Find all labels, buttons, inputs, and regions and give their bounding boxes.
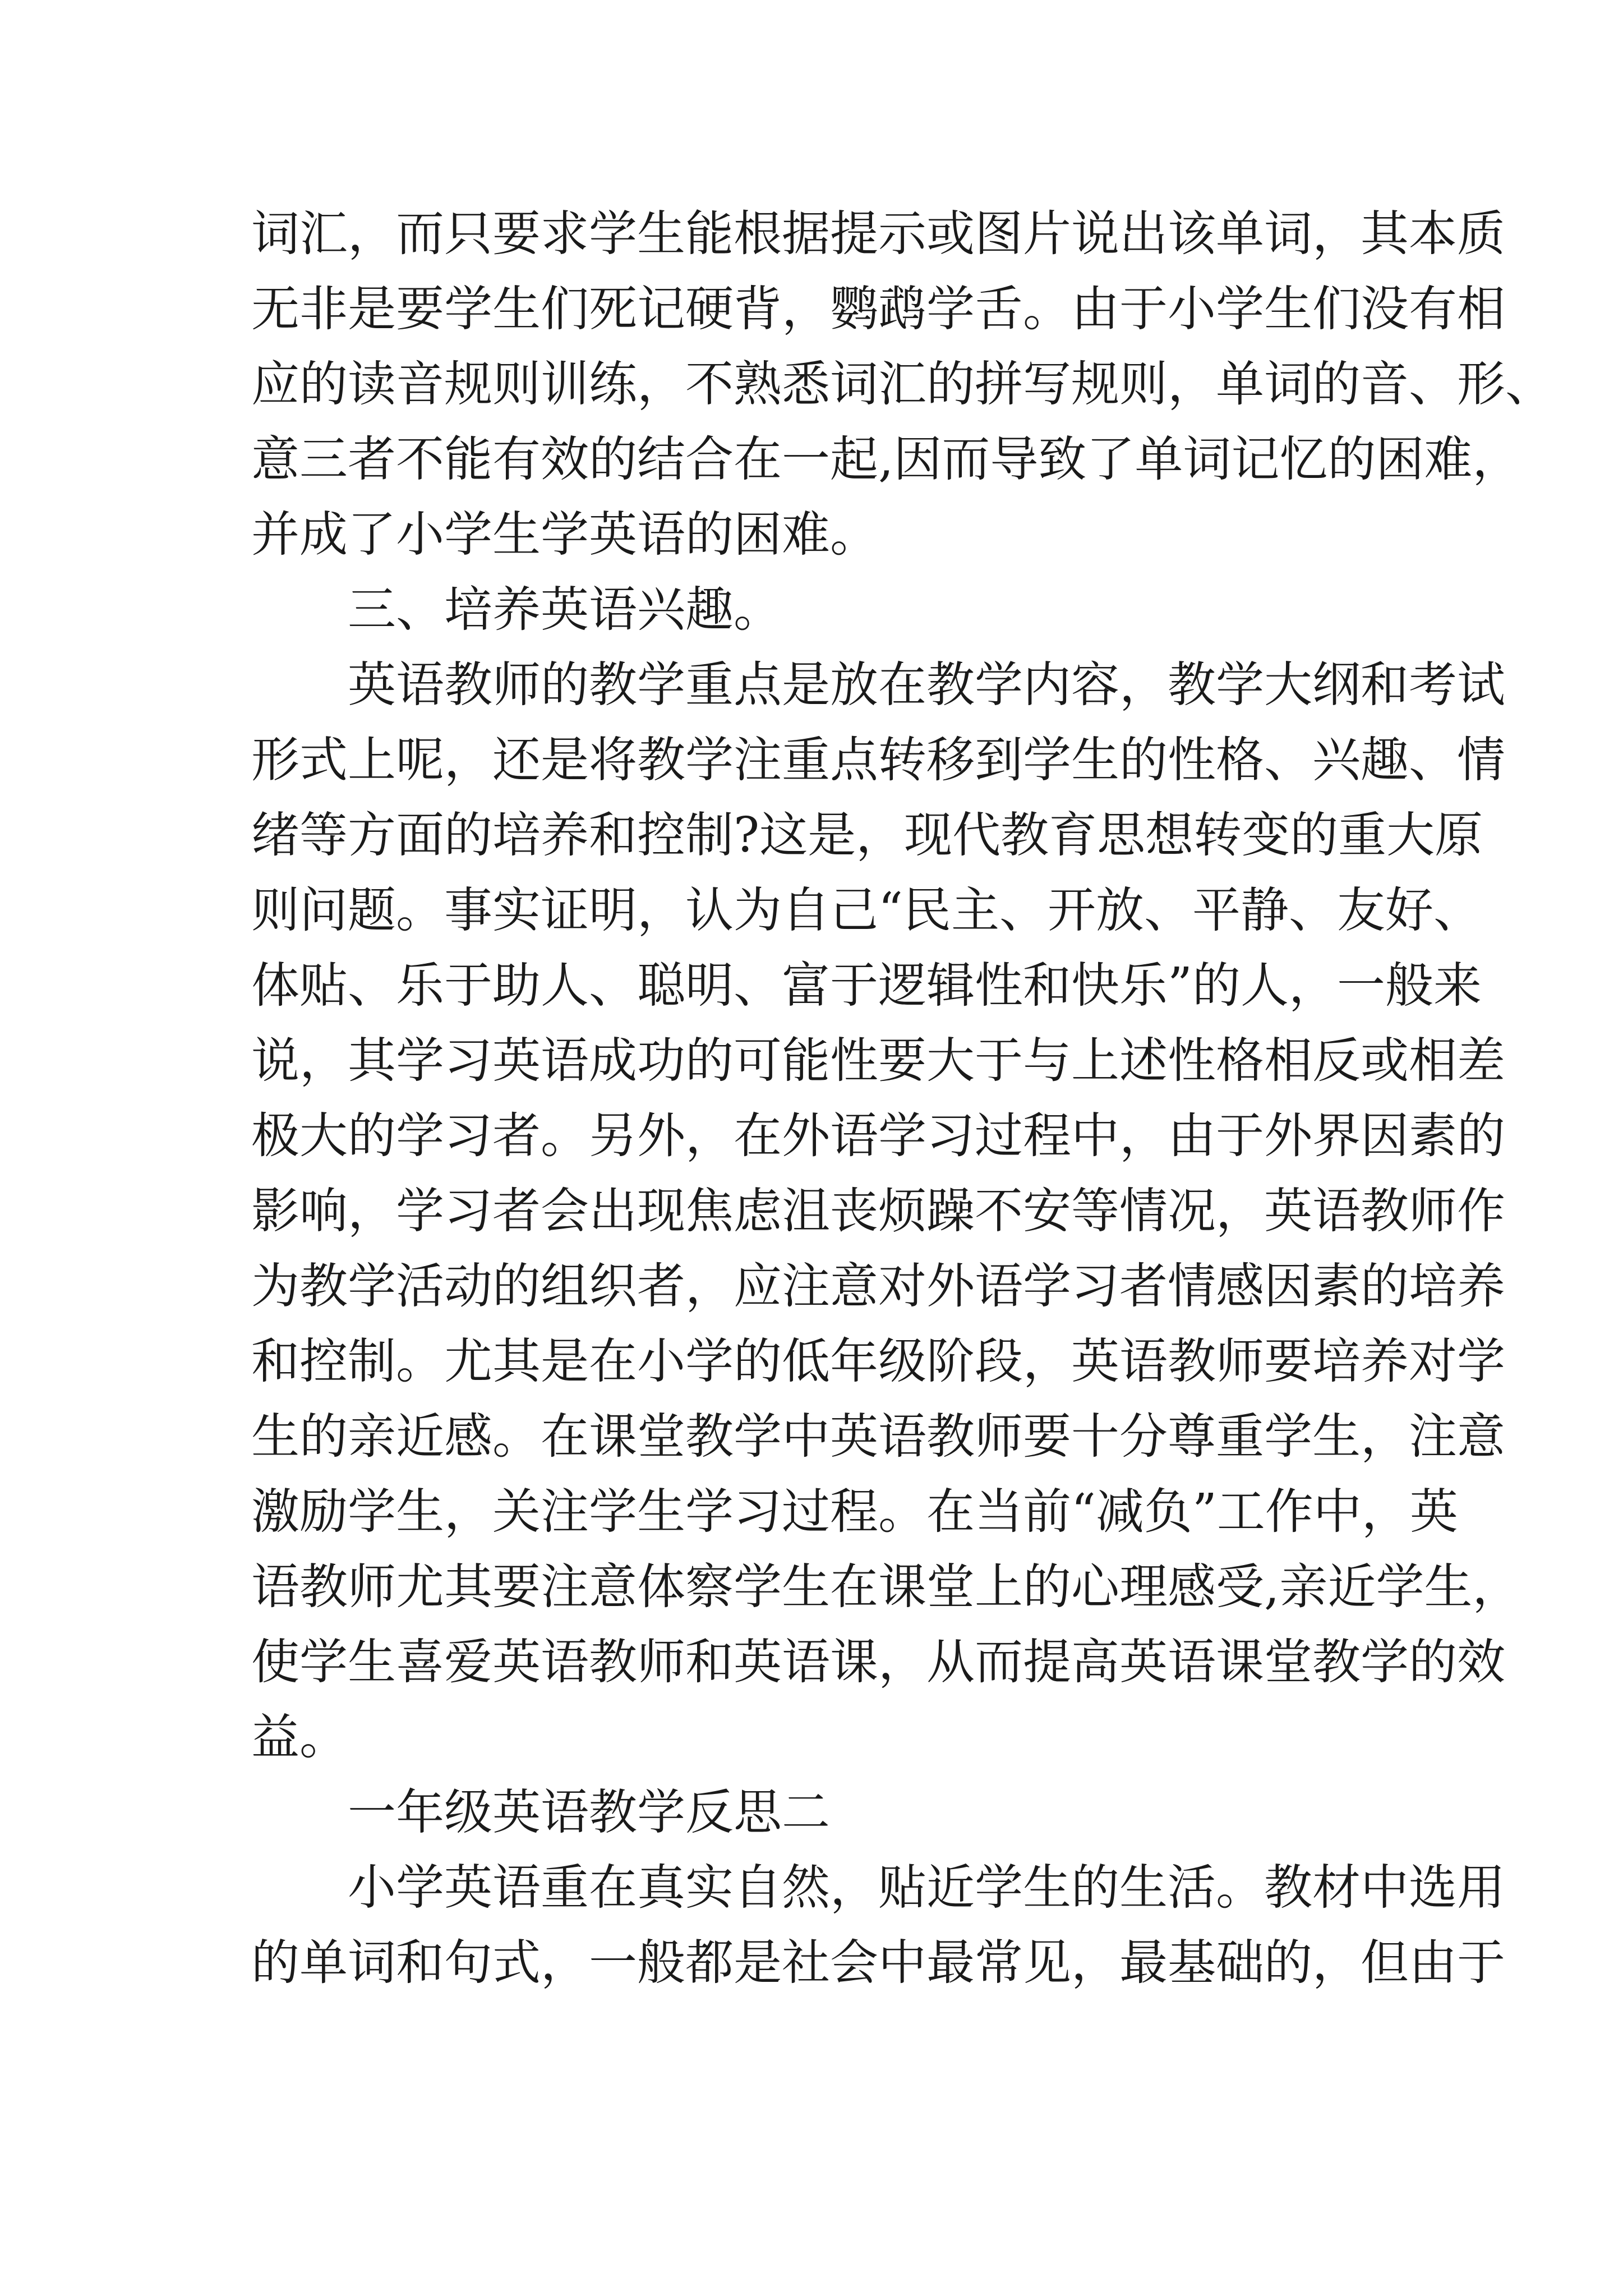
text-line: 语教师尤其要注意体察学生在课堂上的心理感受,亲近学生， [251, 1559, 1521, 1615]
text-line: 生的亲近感。在课堂教学中英语教师要十分尊重学生，注意 [251, 1409, 1505, 1465]
text-line: 使学生喜爱英语教师和英语课，从而提高英语课堂教学的效 [251, 1634, 1505, 1690]
text-line: 小学英语重在真实自然，贴近学生的生活。教材中选用 [348, 1860, 1505, 1916]
text-line: 体贴、乐于助人、聪明、富于逻辑性和快乐”的人，一般来 [251, 958, 1482, 1014]
text-line: 则问题。事实证明，认为自己“民主、开放、平静、友好、 [251, 882, 1482, 938]
text-line: 说，其学习英语成功的可能性要大于与上述性格相反或相差 [251, 1033, 1505, 1089]
section-heading: 一年级英语教学反思二 [348, 1784, 830, 1841]
section-heading: 三、培养英语兴趣。 [348, 582, 782, 638]
text-line: 激励学生，关注学生学习过程。在当前“减负”工作中，英 [251, 1484, 1458, 1540]
text-line: 应的读音规则训练，不熟悉词汇的拼写规则，单词的音、形、 [251, 356, 1553, 412]
document-body [251, 196, 1553, 2000]
text-line: 益。 [251, 1709, 348, 1765]
text-line: 词汇，而只要求学生能根据提示或图片说出该单词，其本质 [251, 206, 1505, 262]
text-line: 和控制。尤其是在小学的低年级阶段，英语教师要培养对学 [251, 1333, 1505, 1389]
text-line: 影响，学习者会出现焦虑沮丧烦躁不安等情况，英语教师作 [251, 1183, 1505, 1239]
text-line: 英语教师的教学重点是放在教学内容，教学大纲和考试 [348, 657, 1505, 713]
text-line: 形式上呢，还是将教学注重点转移到学生的性格、兴趣、情 [251, 732, 1505, 788]
text-line: 绪等方面的培养和控制?这是，现代教育思想转变的重大原 [251, 807, 1483, 863]
text-line: 为教学活动的组织者，应注意对外语学习者情感因素的培养 [251, 1258, 1505, 1314]
text-line: 并成了小学生学英语的困难。 [251, 507, 878, 563]
text-line: 的单词和句式，一般都是社会中最常见，最基础的，但由于 [251, 1935, 1505, 1991]
text-line: 无非是要学生们死记硬背，鹦鹉学舌。由于小学生们没有相 [251, 281, 1505, 337]
text-line: 意三者不能有效的结合在一起,因而导致了单词记忆的困难， [251, 431, 1521, 487]
text-line: 极大的学习者。另外，在外语学习过程中，由于外界因素的 [251, 1108, 1505, 1164]
